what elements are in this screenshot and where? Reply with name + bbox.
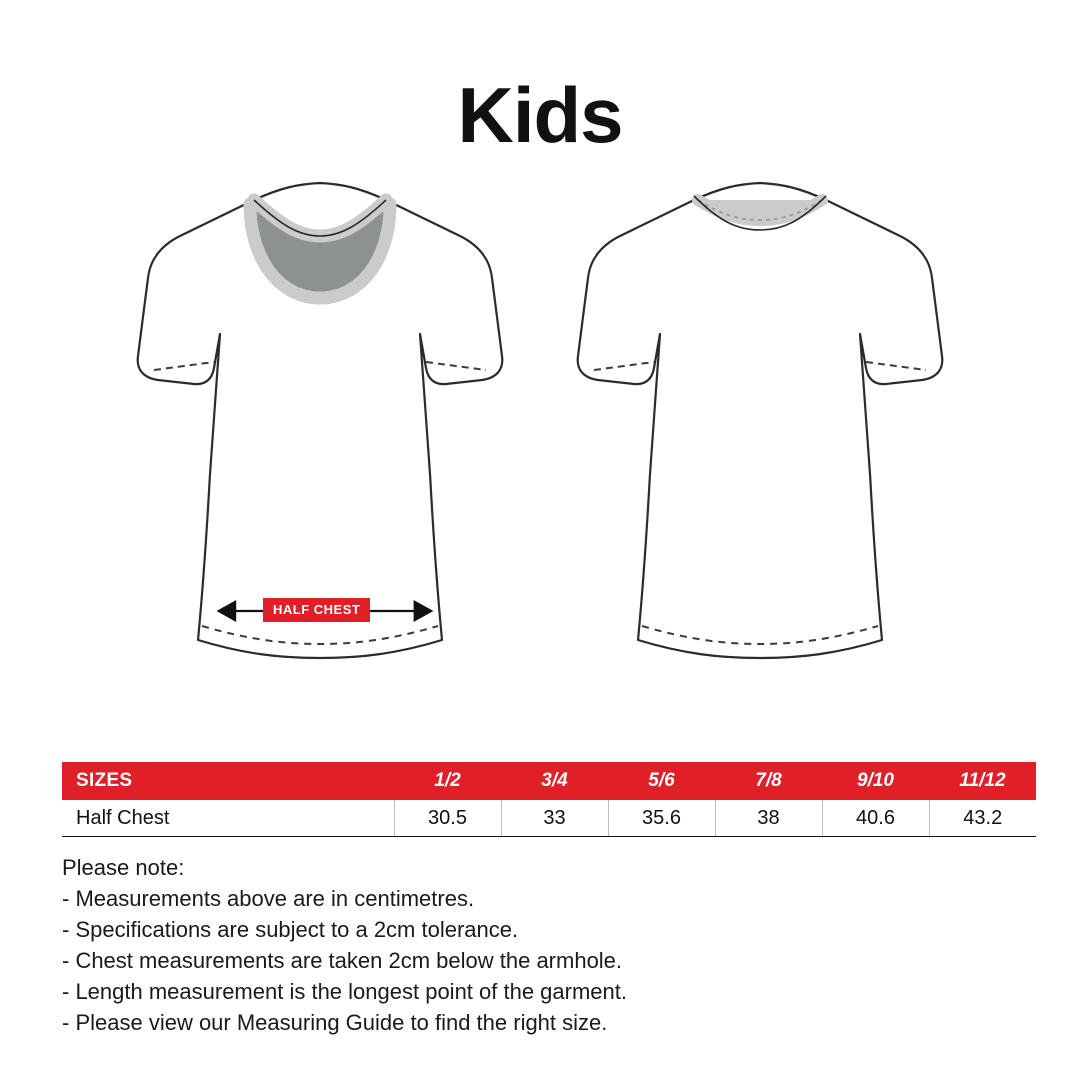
cell-half-chest-3: 35.6 [608,800,715,837]
half-chest-label: HALF CHEST [263,598,370,622]
page-title: Kids [457,71,623,159]
note-line-1: - Measurements above are in centimetres. [62,886,475,911]
cell-half-chest-4: 38 [715,800,822,837]
table-header-size-6: 11/12 [929,762,1036,800]
notes-heading: Please note: [62,855,185,880]
cell-half-chest-6: 43.2 [929,800,1036,837]
cell-half-chest-1: 30.5 [394,800,501,837]
table-header-size-1: 1/2 [394,762,501,800]
table-header-size-5: 9/10 [822,762,929,800]
note-line-3: - Chest measurements are taken 2cm below the armhole. [62,948,623,973]
table-header-sizes: SIZES [62,762,394,800]
note-line-2: - Specifications are subject to a 2cm tolerance. [62,917,519,942]
table-header-size-2: 3/4 [501,762,608,800]
cell-half-chest-2: 33 [501,800,608,837]
tshirt-back-illustration [570,174,950,679]
row-label-half-chest: Half Chest [62,800,394,837]
note-line-4: - Length measurement is the longest point of the garment. [62,979,627,1004]
size-table-container [62,762,1022,837]
table-header-size-3: 5/6 [608,762,715,800]
notes-section [62,852,1022,1038]
table-header-row [62,762,1036,800]
table-row [62,800,1036,837]
garment-diagrams [0,174,1080,694]
size-table [62,762,1036,837]
table-header-size-4: 7/8 [715,762,822,800]
note-line-5: - Please view our Measuring Guide to find the right size. [62,1010,608,1035]
cell-half-chest-5: 40.6 [822,800,929,837]
